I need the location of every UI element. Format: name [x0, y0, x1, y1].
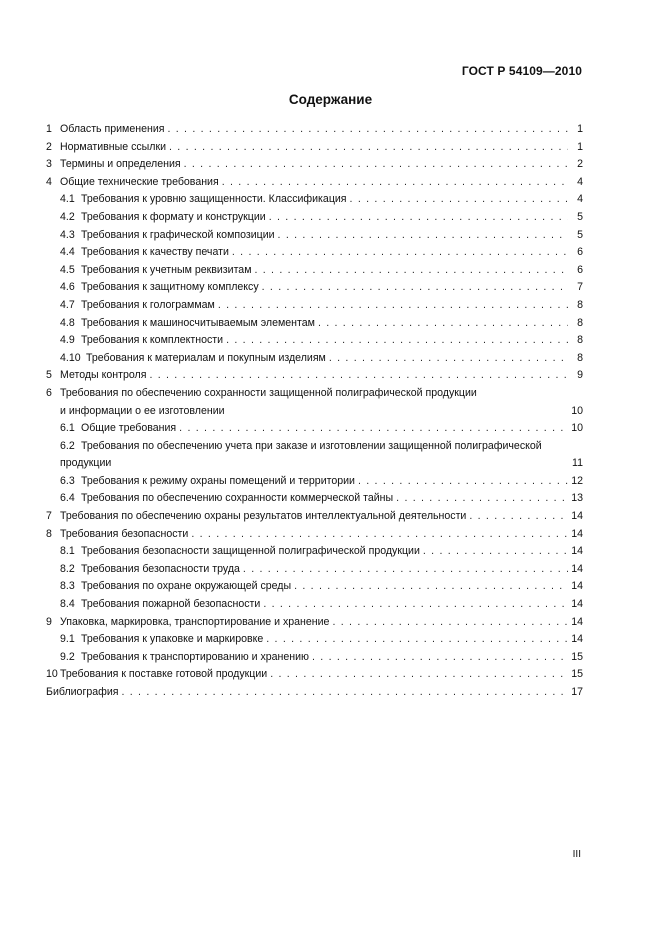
toc-entry-page: 14: [571, 580, 583, 593]
toc-entry-title: Требования к защитному комплексу: [81, 281, 259, 294]
toc-entry[interactable]: [46, 244, 583, 262]
toc-entry-page: 5: [577, 228, 583, 241]
toc-dot-leader: [222, 174, 568, 192]
toc-entry-page: 14: [571, 527, 583, 540]
toc-entry-page: 11: [572, 457, 583, 470]
toc-entry[interactable]: [46, 543, 583, 561]
toc-entry-title: Библиография: [46, 686, 119, 698]
toc-entry-title: Требования к уровню защищенности. Классификация: [81, 193, 347, 206]
toc-entry-page: 17: [571, 686, 583, 698]
toc-entry-number: 8.4: [60, 598, 75, 611]
toc-entry-page: 9: [577, 369, 583, 382]
toc-entry-page: 10: [571, 422, 583, 435]
toc-entry-number: 2: [46, 140, 52, 153]
toc-entry-number: 9: [46, 615, 52, 628]
toc-entry[interactable]: [46, 649, 583, 667]
toc-entry-number: 8.2: [60, 562, 75, 575]
toc-dot-leader: [270, 666, 568, 684]
toc-entry[interactable]: [46, 473, 583, 491]
toc-entry[interactable]: [46, 350, 583, 368]
toc-entry-number: 4.3: [60, 228, 75, 241]
toc-entry-page: 14: [571, 545, 583, 558]
toc-entry-page: 1: [577, 123, 583, 135]
document-code: ГОСТ Р 54109—2010: [461, 64, 582, 78]
toc-entry-title: Требования к машиносчитываемым элементам: [81, 316, 315, 329]
toc-entry-title: Требования к учетным реквизитам: [81, 263, 252, 276]
toc-entry-page: 8: [577, 351, 583, 364]
toc-entry[interactable]: [46, 596, 583, 614]
toc-entry-page: 15: [571, 668, 583, 681]
toc-dot-leader: [121, 684, 568, 702]
toc-entry[interactable]: [46, 121, 583, 139]
toc-entry-title: Общие технические требования: [60, 175, 219, 188]
toc-entry[interactable]: [46, 279, 583, 297]
toc-entry[interactable]: [46, 209, 583, 227]
toc-dot-leader: [423, 543, 568, 561]
toc-entry-title: Требования по обеспечению охраны результатов интеллектуальной деятельности: [60, 510, 467, 523]
toc-entry-number: 10: [46, 668, 58, 681]
toc-entry-title: Требования пожарной безопасности: [81, 598, 261, 611]
toc-entry-number: 4.6: [60, 281, 75, 294]
toc-dot-leader: [232, 244, 568, 262]
toc-entry-number: 4.2: [60, 210, 75, 223]
toc-entry-title: Требования к комплектности: [81, 334, 224, 347]
toc-entry[interactable]: [46, 578, 583, 596]
toc-entry-first-line: [46, 385, 583, 403]
toc-dot-leader: [318, 315, 568, 333]
toc-entry-number: 9.2: [60, 650, 75, 663]
toc-entry[interactable]: [46, 332, 583, 350]
toc-dot-leader: [169, 139, 568, 157]
toc-entry-number: 6: [46, 386, 52, 399]
page-number: III: [572, 849, 581, 860]
toc-entry-number: 8: [46, 527, 52, 540]
toc-entry-page: 14: [571, 598, 583, 611]
toc-dot-leader: [149, 367, 568, 385]
toc-entry-number: 4.4: [60, 246, 75, 259]
toc-entry-title: Требования безопасности труда: [81, 562, 240, 575]
toc-entry-title: Требования по охране окружающей среды: [81, 580, 292, 593]
toc-entry-page: 14: [571, 615, 583, 628]
toc-dot-leader: [243, 561, 568, 579]
toc-entry-title: Требования по обеспечению учета при заказе и изготовлении защищенной полиграфической: [81, 439, 542, 452]
toc-entry-title: Требования к формату и конструкции: [81, 210, 266, 223]
toc-entry-number: 6.1: [60, 422, 75, 435]
toc-entry-number: 3: [46, 158, 52, 171]
toc-entry-page: 8: [577, 334, 583, 347]
toc-entry-page: 8: [577, 298, 583, 311]
toc-entry-title: Требования к голограммам: [81, 298, 215, 311]
toc-entry-title: Требования к графической композиции: [81, 228, 275, 241]
toc-dot-leader: [179, 420, 568, 438]
toc-entry-number: 6.2: [60, 439, 75, 452]
toc-entry-title: Область применения: [60, 123, 165, 135]
toc-entry-number: 1: [46, 123, 52, 135]
toc-entry-title: Требования к материалам и покупным изделиям: [86, 351, 326, 364]
toc-entry-title: Требования безопасности защищенной полиграфической продукции: [81, 545, 420, 558]
toc-entry-page: 14: [571, 510, 583, 523]
toc-dot-leader: [167, 121, 568, 139]
toc-entry-page: 6: [577, 263, 583, 276]
toc-entry-continuation: [46, 403, 583, 421]
toc-dot-leader: [262, 279, 568, 297]
toc-entry-page: 4: [577, 193, 583, 206]
toc-dot-leader: [332, 614, 568, 632]
toc-entry-number: 4.1: [60, 193, 75, 206]
toc-entry-title: Требования по обеспечению сохранности защищенной полиграфической продукции: [60, 386, 477, 399]
toc-entry[interactable]: [46, 438, 583, 473]
toc-entry-number: 4.10: [60, 351, 81, 364]
toc-entry[interactable]: [46, 420, 583, 438]
table-of-contents: [46, 121, 583, 702]
toc-entry-title-continuation: и информации о ее изготовлении: [60, 404, 225, 417]
toc-entry-title: Требования к поставке готовой продукции: [60, 668, 268, 681]
toc-entry[interactable]: [46, 561, 583, 579]
toc-entry[interactable]: [46, 367, 583, 385]
toc-dot-leader: [191, 526, 568, 544]
toc-dot-leader: [358, 473, 568, 491]
toc-entry[interactable]: [46, 156, 583, 174]
toc-dot-leader: [312, 649, 568, 667]
toc-dot-leader: [350, 191, 568, 209]
toc-entry[interactable]: [46, 526, 583, 544]
toc-entry-first-line: [60, 438, 583, 456]
toc-dot-leader: [266, 631, 568, 649]
toc-entry-page: 14: [571, 562, 583, 575]
toc-dot-leader: [254, 262, 568, 280]
toc-entry-number: 4.7: [60, 298, 75, 311]
toc-entry-page: 4: [577, 175, 583, 188]
toc-dot-leader: [469, 508, 568, 526]
page-title: Содержание: [288, 92, 373, 107]
toc-dot-leader: [294, 578, 568, 596]
toc-dot-leader: [184, 156, 568, 174]
toc-entry-number: 6.3: [60, 474, 75, 487]
toc-entry-title: Требования к упаковке и маркировке: [81, 633, 264, 646]
toc-dot-leader: [263, 596, 568, 614]
toc-entry-title: Требования к транспортированию и хранению: [81, 650, 310, 663]
toc-entry-number: 4.8: [60, 316, 75, 329]
toc-entry[interactable]: [46, 191, 583, 209]
toc-entry[interactable]: [46, 614, 583, 632]
toc-entry-number: 4.9: [60, 334, 75, 347]
toc-entry-page: 10: [571, 404, 583, 417]
toc-entry-title: Нормативные ссылки: [60, 140, 167, 153]
toc-entry[interactable]: [46, 174, 583, 192]
toc-entry-page: 6: [577, 246, 583, 259]
toc-entry-number: 8.1: [60, 545, 75, 558]
toc-entry-title: Требования к режиму охраны помещений и территории: [81, 474, 355, 487]
toc-entry[interactable]: [46, 508, 583, 526]
toc-entry-number: 5: [46, 369, 52, 382]
toc-entry-number: 8.3: [60, 580, 75, 593]
toc-entry[interactable]: [46, 297, 583, 315]
toc-entry-page: 2: [577, 158, 583, 171]
toc-entry[interactable]: [46, 139, 583, 157]
toc-entry[interactable]: [46, 490, 583, 508]
toc-entry-title: Требования безопасности: [60, 527, 189, 540]
toc-dot-leader: [396, 490, 568, 508]
toc-entry-title: Общие требования: [81, 422, 177, 435]
toc-entry-title: Требования к качеству печати: [81, 246, 229, 259]
toc-entry-page: 5: [577, 210, 583, 223]
toc-entry-number: 7: [46, 510, 52, 523]
toc-entry-page: 15: [571, 650, 583, 663]
toc-entry-title: Методы контроля: [60, 369, 147, 382]
toc-dot-leader: [278, 227, 568, 245]
toc-entry[interactable]: [46, 262, 583, 280]
toc-entry-page: 12: [571, 474, 583, 487]
toc-entry-title-continuation: продукции: [60, 457, 112, 470]
toc-entry-number: 9.1: [60, 633, 75, 646]
toc-entry-number: 6.4: [60, 492, 75, 505]
toc-entry-title: Упаковка, маркировка, транспортирование и хранение: [60, 615, 330, 628]
toc-entry-title: Термины и определения: [60, 158, 181, 171]
toc-entry[interactable]: [46, 315, 583, 333]
toc-entry-page: 8: [577, 316, 583, 329]
toc-entry-continuation: [60, 455, 583, 473]
toc-entry[interactable]: [46, 684, 583, 702]
toc-dot-leader: [329, 350, 568, 368]
toc-dot-leader: [269, 209, 568, 227]
toc-entry[interactable]: [46, 666, 583, 684]
toc-dot-leader: [218, 297, 568, 315]
toc-entry[interactable]: [46, 385, 583, 420]
toc-entry-page: 14: [571, 633, 583, 646]
toc-entry-page: 13: [571, 492, 583, 505]
toc-entry-number: 4.5: [60, 263, 75, 276]
toc-entry-page: 7: [577, 281, 583, 294]
toc-entry[interactable]: [46, 631, 583, 649]
toc-dot-leader: [226, 332, 568, 350]
toc-entry-number: 4: [46, 175, 52, 188]
toc-entry-title: Требования по обеспечению сохранности коммерческой тайны: [81, 492, 394, 505]
toc-entry-page: 1: [577, 140, 583, 153]
toc-entry[interactable]: [46, 227, 583, 245]
